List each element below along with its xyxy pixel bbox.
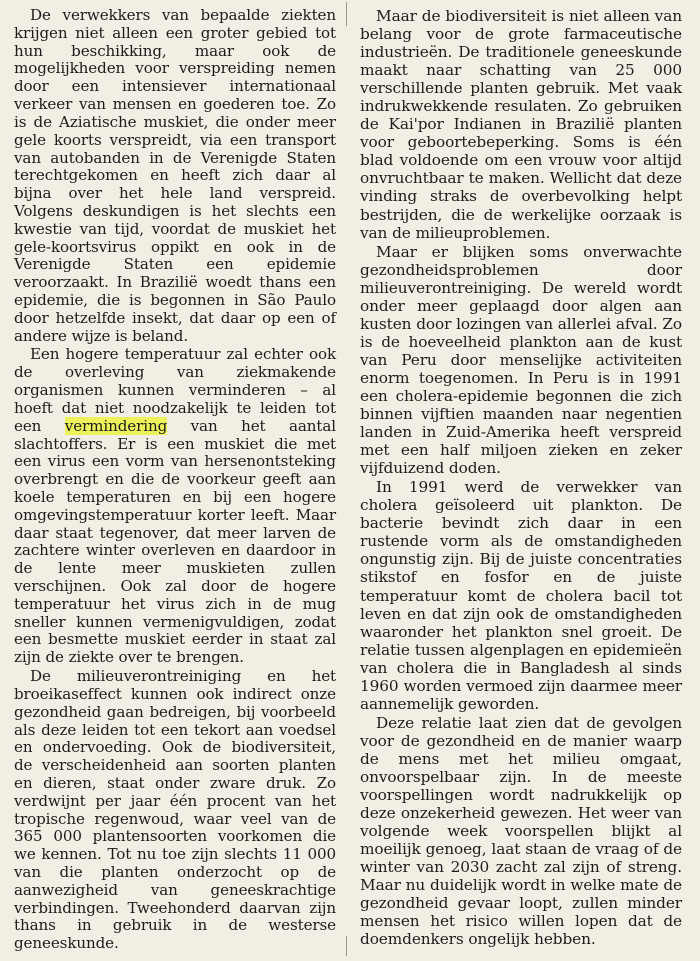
- paragraph: De milieuverontreiniging en het broeikaseffect kunnen ook indirect onze gezondheid gaan bedreigen, bij voorbeeld als deze leiden tot een tekort aan voedsel en ondervoeding. Ook de biodiversiteit, de verscheidenheid aan soorten planten en dieren, staat onder zware druk. Zo verdwijnt per jaar één procent van het tropische regenwoud, waar veel van de 365 000 plantensoorten voorkomen die we kennen. Tot nu toe zijn slechts 11 000 van die planten onderzocht op de aanwezigheid van geneeskrachtige verbindingen. Tweehonderd daarvan zijn thans in gebruik in de westerse geneeskunde.: [14, 667, 336, 953]
- paragraph: In 1991 werd de verwekker van cholera geïsoleerd uit plankton. De bacterie bevindt zich daar in een rustende vorm als de omstandigheden ongunstig zijn. Bij de juiste concentraties stikstof en fosfor en de juiste temperatuur komt de cholera bacil tot leven en dat zijn ook de omstandigheden waaronder het plankton snel groeit. De relatie tussen algenplagen en epidemieën van cholera die in Bangladesh al sinds 1960 worden vermoed zijn daarmee meer aannemelijk geworden.: [360, 478, 682, 713]
- column-rule-bottom: [346, 936, 347, 956]
- highlighted-word: vermindering: [64, 416, 168, 435]
- paragraph: [14, 346, 336, 667]
- paragraph: Maar de biodiversiteit is niet alleen van belang voor de grote farmaceutische industrieën. De traditionele geneeskunde maakt naar schatting van 25 000 verschillende planten gebruik. Met vaak indrukwekkende resulaten. Zo gebruiken de Kai'por Indianen in Brazilië planten voor geboortebeperking. Soms is één blad voldoende om een vrouw voor altijd onvruchtbaar te maken. Wellicht dat deze vinding straks de overbevolking helpt bestrijden, die de werkelijke oorzaak is van de milieuproblemen.: [360, 7, 682, 242]
- paragraph-text: van het aantal slachtoffers. Er is een muskiet die met een virus een vorm van hersenontsteking overbrengt en die de voorkeur geeft aan koele temperaturen en bij een hogere omgevingstemperatuur korter leeft. Maar daar staat tegenover, dat meer larven de zachtere winter overleven en daardoor in de lente meer muskieten zullen verschijnen. Ook zal door de hogere temperatuur het virus zich in de mug sneller kunnen vermenigvuldigen, zodat een besmette muskiet eerder in staat zal zijn de ziekte over te brengen.: [14, 416, 336, 667]
- paragraph: De verwekkers van bepaalde ziekten krijgen niet alleen een groter gebied tot hun beschikking, maar ook de mogelijkheden voor verspreiding nemen door een intensiever internationaal verkeer van mensen en goederen toe. Zo is de Aziatische muskiet, die onder meer gele koorts verspreidt, via een transport van autobanden in de Verenigde Staten terechtgekomen en heeft zich daar al bijna over het hele land verspreid. Volgens deskundigen is het slechts een kwestie van tijd, voordat de muskiet het gele-koortsvirus oppikt en ook in de Verenigde Staten een epidemie veroorzaakt. In Brazilië woedt thans een epidemie, die is begonnen in São Paulo door hetzelfde insekt, dat daar op een of andere wijze is beland.: [14, 6, 336, 345]
- paragraph-text: Een hogere temperatuur zal echter ook de overleving van ziekmakende organismen kunnen verminderen – al hoeft dat niet noodzakelijk te leiden tot een: [14, 345, 336, 435]
- paragraph: Deze relatie laat zien dat de gevolgen voor de gezondheid en de manier waarp de mens met het milieu omgaat, onvoorspelbaar zijn. In de meeste voorspellingen wordt nadrukkelijk op deze onzekerheid gewezen. Het weer van volgende week voorspellen blijkt al moeilijk genoeg, laat staan de vraag of de winter van 2030 zacht zal zijn of streng. Maar nu duidelijk wordt in welke mate de gezondheid gevaar loopt, zullen minder mensen het risico willen lopen dat de doemdenkers ongelijk hebben.: [360, 713, 682, 949]
- paragraph: Maar er blijken soms onverwachte gezondheidsproblemen door milieuverontreiniging. De wereld wordt onder meer geplaagd door algen aan kusten door lozingen van allerlei afval. Zo is de hoeveelheid plankton aan de kust van Peru door menselijke activiteiten enorm toegenomen. In Peru is in 1991 een cholera-epidemie begonnen die zich binnen vijftien maanden naar negentien landen in Zuid-Amerika heeft verspreid met een half miljoen zieken en zeker vijfduizend doden.: [360, 242, 682, 478]
- right-column: [360, 7, 682, 948]
- left-column: [14, 7, 336, 953]
- column-rule-top: [346, 2, 347, 26]
